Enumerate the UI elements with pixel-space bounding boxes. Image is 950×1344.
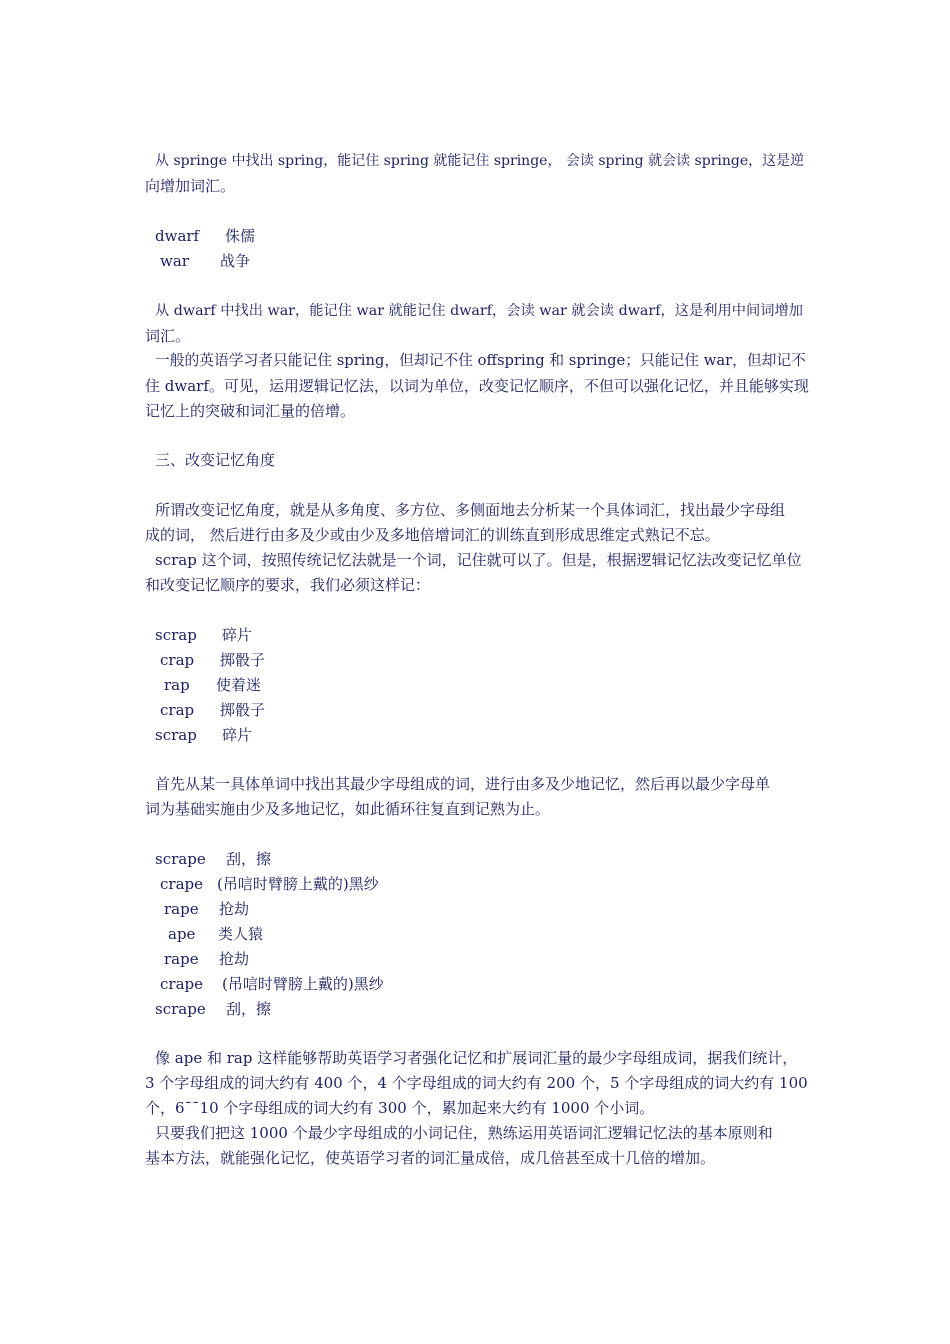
meaning-scrap: 碎片 [222,726,253,744]
word-dwarf: dwarf [155,227,200,245]
paragraph-7-line-3: 个，6¯¯10 个字母组成的词大约有 300 个，累加起来大约有 1000 个小词。 [145,1099,655,1117]
word-war: war [160,252,189,270]
paragraph-7-line-2: 3 个字母组成的词大约有 400 个，4 个字母组成的词大约有 200 个，5 个字母组成的词大约有 100 [145,1074,808,1092]
word-rape: rape [164,950,199,968]
paragraph-6-line-2: 词为基础实施由少及多地记忆，如此循环往复直到记熟为止。 [145,800,551,818]
paragraph-3-line-2: 住 dwarf。可见，运用逻辑记忆法，以词为单位，改变记忆顺序，不但可以强化记忆，并且能够实现 [145,377,809,395]
paragraph-4-line-1: 所谓改变记忆角度，就是从多角度、多方位、多侧面地去分析某一个具体词汇，找出最少字母组 [155,501,786,519]
meaning-crape: (吊唁时臂膀上戴的)黑纱 [222,975,384,993]
paragraph-3-line-3: 记忆上的突破和词汇量的倍增。 [145,402,356,420]
word-crap: crap [160,701,195,719]
paragraph-8-line-1: 只要我们把这 1000 个最少字母组成的小词记住，熟练运用英语词汇逻辑记忆法的基本原则和 [155,1124,773,1142]
meaning-rape: 抢劫 [219,950,250,968]
meaning-scrape: 刮，擦 [226,850,272,868]
word-crap: crap [160,651,195,669]
paragraph-4-line-2: 成的词， 然后进行由多及少或由少及多地倍增词汇的训练直到形成思维定式熟记不忘。 [145,526,720,544]
word-scrap: scrap [155,726,197,744]
section-heading: 三、改变记忆角度 [155,451,276,469]
meaning-crap: 掷骰子 [220,651,266,669]
paragraph-1-line-2: 向增加词汇。 [145,177,236,195]
paragraph-2-line-2: 词汇。 [145,327,191,345]
meaning-rape: 抢劫 [219,900,250,918]
word-rape: rape [164,900,199,918]
meaning-rap: 使着迷 [216,676,262,694]
paragraph-2-line-1: 从 dwarf 中找出 war，能记住 war 就能记住 dwarf，会读 war 就会读 dwarf，这是利用中间词增加 [155,303,803,319]
word-ape: ape [168,925,196,943]
word-scrap: scrap [155,626,197,644]
paragraph-1-line-1: 从 springe 中找出 spring，能记住 spring 就能记住 springe， 会读 spring 就会读 springe，这是逆 [155,153,805,169]
meaning-dwarf: 侏儒 [225,227,256,245]
paragraph-5-line-2: 和改变记忆顺序的要求，我们必须这样记： [145,576,431,594]
paragraph-5-line-1: scrap 这个词，按照传统记忆法就是一个词，记住就可以了。但是，根据逻辑记忆法改变记忆单位 [155,551,802,569]
word-rap: rap [164,676,190,694]
word-crape: crape [160,975,203,993]
paragraph-7-line-1: 像 ape 和 rap 这样能够帮助英语学习者强化记忆和扩展词汇量的最少字母组成词，据我们统计， [155,1049,798,1067]
meaning-scrap: 碎片 [222,626,253,644]
paragraph-3-line-1: 一般的英语学习者只能记住 spring，但却记不住 offspring 和 springe；只能记住 war，但却记不 [155,352,806,369]
paragraph-6-line-1: 首先从某一具体单词中找出其最少字母组成的词，进行由多及少地记忆，然后再以最少字母单 [155,775,771,793]
meaning-crap: 掷骰子 [220,701,266,719]
word-scrape: scrape [155,1000,206,1018]
paragraph-8-line-2: 基本方法，就能强化记忆，使英语学习者的词汇量成倍，成几倍甚至成十几倍的增加。 [145,1149,716,1167]
word-scrape: scrape [155,850,206,868]
word-crape: crape [160,875,203,893]
meaning-war: 战争 [220,252,251,270]
meaning-scrape: 刮，擦 [226,1000,272,1018]
meaning-crape: (吊唁时臂膀上戴的)黑纱 [217,875,379,893]
meaning-ape: 类人猿 [218,925,264,943]
